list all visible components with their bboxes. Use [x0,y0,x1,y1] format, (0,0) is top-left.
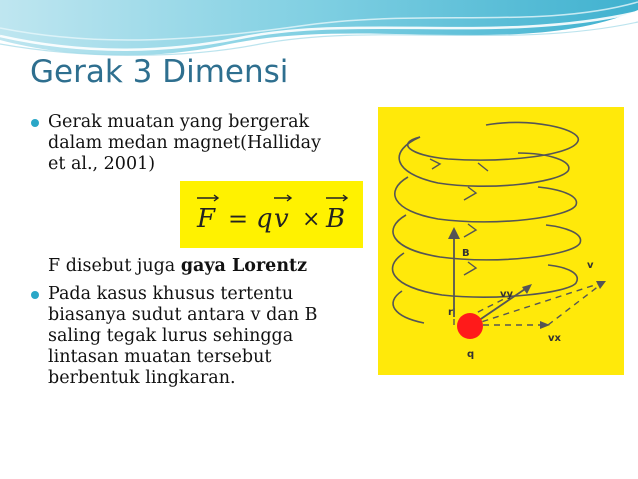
lorentz-definition [48,256,307,276]
bullet1-line: et al., 2001) [48,154,156,174]
bullet1-line: Gerak muatan yang bergerak [48,112,310,132]
bullet2-line: lintasan muatan tersebut [48,347,272,367]
v-arrowhead-icon [596,281,606,289]
lorentz-formula [180,181,363,248]
vector-arrow-icon [197,195,347,201]
label-q: q [467,349,475,360]
lorentz-term: gaya Lorentz [180,256,308,276]
label-v: v [587,260,594,271]
bullet2-line: biasanya sudut antara v dan B [48,305,318,325]
b-arrowhead-icon [448,227,460,239]
vy-arrowhead-icon [522,284,532,294]
bullet-item-special-case [30,284,370,389]
helical-path [393,122,581,323]
label-vy: vy [500,289,514,300]
helix-diagram [378,107,624,375]
formula-v: v [274,204,289,234]
formula-times: × [302,207,321,232]
formula-b: B [326,204,346,234]
label-b: B [462,248,470,259]
lorentz-prefix: F disebut juga [48,256,181,276]
formula-q: q [256,204,273,234]
label-r: r [448,307,453,318]
vx-arrowhead-icon [540,321,550,329]
bullet-list-2 [30,284,370,389]
bullet-dot-icon [31,119,39,127]
bullet-dot-icon [31,291,39,299]
charge-particle [457,313,483,339]
formula-equals: = [228,205,249,233]
slide-title: Gerak 3 Dimensi [30,54,289,90]
bullet-item-magnetic-motion [30,112,370,175]
bullet1-line: dalam medan magnet(Halliday [48,133,321,153]
label-vx: vx [548,333,561,344]
header-banner [0,0,638,62]
bullet2-line: Pada kasus khusus tertentu [48,284,294,304]
formula-f: F [197,204,216,234]
bullet2-line: berbentuk lingkaran. [48,368,236,388]
bullet-list [30,112,370,175]
bullet2-line: saling tegak lurus sehingga [48,326,294,346]
